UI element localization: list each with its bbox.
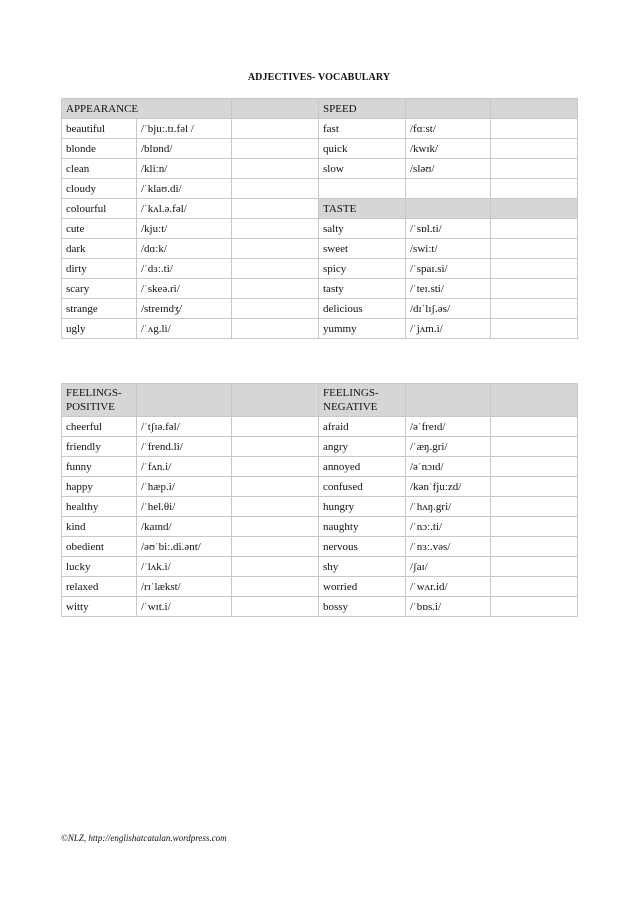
word-cell: cheerful	[62, 417, 137, 437]
word-cell: funny	[62, 457, 137, 477]
phonetic-cell: /blɒnd/	[137, 139, 232, 159]
phonetic-cell: /ˈteɪ.sti/	[406, 279, 491, 299]
vocab-table-feelings	[61, 383, 578, 617]
word-cell: strange	[62, 299, 137, 319]
empty-cell	[232, 557, 319, 577]
empty-cell	[232, 517, 319, 537]
phonetic-cell: /ˈlʌk.i/	[137, 557, 232, 577]
empty-cell	[491, 577, 578, 597]
phonetic-cell: /ˈhʌŋ.gri/	[406, 497, 491, 517]
word-cell: happy	[62, 477, 137, 497]
phonetic-cell: /dɑːk/	[137, 239, 232, 259]
empty-cell	[232, 537, 319, 557]
word-cell: yummy	[319, 319, 406, 339]
empty-cell	[232, 139, 319, 159]
word-cell: shy	[319, 557, 406, 577]
empty-cell	[491, 497, 578, 517]
word-cell: confused	[319, 477, 406, 497]
empty-cell	[491, 159, 578, 179]
word-cell: fast	[319, 119, 406, 139]
empty-cell	[232, 417, 319, 437]
phonetic-cell: /ˈhel.θi/	[137, 497, 232, 517]
empty-cell	[491, 279, 578, 299]
table-row	[62, 597, 578, 617]
word-cell: annoyed	[319, 457, 406, 477]
phonetic-cell: /swiːt/	[406, 239, 491, 259]
word-cell: angry	[319, 437, 406, 457]
table-row	[62, 199, 578, 219]
word-cell: dark	[62, 239, 137, 259]
phonetic-cell: /ˈnɜː.vəs/	[406, 537, 491, 557]
empty-cell	[232, 577, 319, 597]
empty-cell	[232, 239, 319, 259]
empty-cell	[491, 417, 578, 437]
empty-cell	[232, 299, 319, 319]
table-row	[62, 517, 578, 537]
phonetic-cell: /ˈhæp.i/	[137, 477, 232, 497]
empty-cell	[232, 597, 319, 617]
empty-cell	[491, 179, 578, 199]
phonetic-cell: /ˈtʃɪə.fəl/	[137, 417, 232, 437]
phonetic-cell	[406, 179, 491, 199]
word-cell: delicious	[319, 299, 406, 319]
phonetic-cell: /ˈskeə.ri/	[137, 279, 232, 299]
phonetic-cell: /streɪndʒ/	[137, 299, 232, 319]
phonetic-cell: /ˈnɔː.ti/	[406, 517, 491, 537]
word-cell: clean	[62, 159, 137, 179]
table-row	[62, 159, 578, 179]
table-row	[62, 319, 578, 339]
phonetic-cell: /kjuːt/	[137, 219, 232, 239]
empty-cell	[491, 597, 578, 617]
phonetic-cell: /fɑːst/	[406, 119, 491, 139]
word-cell: dirty	[62, 259, 137, 279]
word-cell: spicy	[319, 259, 406, 279]
word-cell: friendly	[62, 437, 137, 457]
word-cell: blonde	[62, 139, 137, 159]
empty-cell	[232, 497, 319, 517]
phonetic-cell: /kwɪk/	[406, 139, 491, 159]
phonetic-cell: /sləʊ/	[406, 159, 491, 179]
word-cell: worried	[319, 577, 406, 597]
section-heading-taste: TASTE	[319, 199, 406, 219]
header-empty-cell	[406, 99, 491, 119]
word-cell: afraid	[319, 417, 406, 437]
word-cell: kind	[62, 517, 137, 537]
empty-cell	[232, 159, 319, 179]
empty-cell	[491, 219, 578, 239]
header-empty-cell	[406, 384, 491, 417]
word-cell: tasty	[319, 279, 406, 299]
header-empty-cell	[406, 199, 491, 219]
section-heading-feelings-positive: FEELINGS-POSITIVE	[62, 384, 137, 417]
empty-cell	[232, 457, 319, 477]
table-header-row	[62, 99, 578, 119]
empty-cell	[491, 119, 578, 139]
table-row	[62, 239, 578, 259]
phonetic-cell: /ˈæŋ.gri/	[406, 437, 491, 457]
header-empty-cell	[137, 384, 232, 417]
table-row	[62, 557, 578, 577]
word-cell	[319, 179, 406, 199]
word-cell: witty	[62, 597, 137, 617]
section-heading-speed: SPEED	[319, 99, 406, 119]
phonetic-cell: /dɪˈlɪʃ.əs/	[406, 299, 491, 319]
word-cell: lucky	[62, 557, 137, 577]
phonetic-cell: /əˈnɔɪd/	[406, 457, 491, 477]
empty-cell	[491, 319, 578, 339]
word-cell: colourful	[62, 199, 137, 219]
empty-cell	[232, 199, 319, 219]
table-row	[62, 259, 578, 279]
phonetic-cell: /kənˈfjuːzd/	[406, 477, 491, 497]
empty-cell	[491, 537, 578, 557]
phonetic-cell: /ˈjʌm.i/	[406, 319, 491, 339]
word-cell: sweet	[319, 239, 406, 259]
phonetic-cell: /ˈfrend.li/	[137, 437, 232, 457]
empty-cell	[232, 437, 319, 457]
empty-cell	[491, 557, 578, 577]
phonetic-cell: /əʊˈbiː.di.ənt/	[137, 537, 232, 557]
table-row	[62, 417, 578, 437]
word-cell: scary	[62, 279, 137, 299]
word-cell: relaxed	[62, 577, 137, 597]
header-empty-cell	[491, 199, 578, 219]
empty-cell	[491, 239, 578, 259]
word-cell: obedient	[62, 537, 137, 557]
empty-cell	[491, 437, 578, 457]
phonetic-cell: /ˈklaʊ.di/	[137, 179, 232, 199]
word-cell: beautiful	[62, 119, 137, 139]
word-cell: bossy	[319, 597, 406, 617]
word-cell: quick	[319, 139, 406, 159]
table-row	[62, 179, 578, 199]
empty-cell	[232, 179, 319, 199]
word-cell: naughty	[319, 517, 406, 537]
word-cell: salty	[319, 219, 406, 239]
empty-cell	[491, 139, 578, 159]
table-row	[62, 577, 578, 597]
table-row	[62, 457, 578, 477]
phonetic-cell: /ˈspaɪ.si/	[406, 259, 491, 279]
empty-cell	[491, 299, 578, 319]
header-empty-cell	[491, 99, 578, 119]
table-row	[62, 537, 578, 557]
word-cell: ugly	[62, 319, 137, 339]
word-cell: slow	[319, 159, 406, 179]
header-empty-cell	[232, 99, 319, 119]
table-row	[62, 477, 578, 497]
footer-credit: ©NLZ, http://englishatcatalan.wordpress.com	[61, 833, 227, 843]
word-cell: cute	[62, 219, 137, 239]
phonetic-cell: /ˈbjuː.tɪ.fəl /	[137, 119, 232, 139]
phonetic-cell: /rɪˈlækst/	[137, 577, 232, 597]
word-cell: cloudy	[62, 179, 137, 199]
table-header-row	[62, 384, 578, 417]
empty-cell	[232, 279, 319, 299]
page-title: ADJECTIVES- VOCABULARY	[247, 72, 391, 83]
phonetic-cell: /ˈsɒl.ti/	[406, 219, 491, 239]
word-cell: hungry	[319, 497, 406, 517]
word-cell: healthy	[62, 497, 137, 517]
empty-cell	[232, 259, 319, 279]
phonetic-cell: /ˈdɜː.ti/	[137, 259, 232, 279]
table-row	[62, 139, 578, 159]
phonetic-cell: /ˈbɒs.i/	[406, 597, 491, 617]
phonetic-cell: /əˈfreɪd/	[406, 417, 491, 437]
empty-cell	[232, 319, 319, 339]
vocab-table-appearance-speed-taste	[61, 98, 578, 339]
empty-cell	[232, 219, 319, 239]
phonetic-cell: /ˈfʌn.i/	[137, 457, 232, 477]
empty-cell	[491, 477, 578, 497]
phonetic-cell: /ʃaɪ/	[406, 557, 491, 577]
section-heading-feelings-negative: FEELINGS-NEGATIVE	[319, 384, 406, 417]
phonetic-cell: /ˈkʌl.ə.fəl/	[137, 199, 232, 219]
table-row	[62, 497, 578, 517]
empty-cell	[232, 119, 319, 139]
table-row	[62, 219, 578, 239]
phonetic-cell: /kliːn/	[137, 159, 232, 179]
phonetic-cell: /kaɪnd/	[137, 517, 232, 537]
phonetic-cell: /ˈʌg.li/	[137, 319, 232, 339]
empty-cell	[491, 517, 578, 537]
table-row	[62, 119, 578, 139]
header-empty-cell	[491, 384, 578, 417]
section-heading-appearance: APPEARANCE	[62, 99, 232, 119]
empty-cell	[491, 457, 578, 477]
empty-cell	[232, 477, 319, 497]
word-cell: nervous	[319, 537, 406, 557]
header-empty-cell	[232, 384, 319, 417]
phonetic-cell: /ˈwʌr.id/	[406, 577, 491, 597]
phonetic-cell: /ˈwɪt.i/	[137, 597, 232, 617]
table-row	[62, 437, 578, 457]
table-row	[62, 299, 578, 319]
empty-cell	[491, 259, 578, 279]
table-row	[62, 279, 578, 299]
